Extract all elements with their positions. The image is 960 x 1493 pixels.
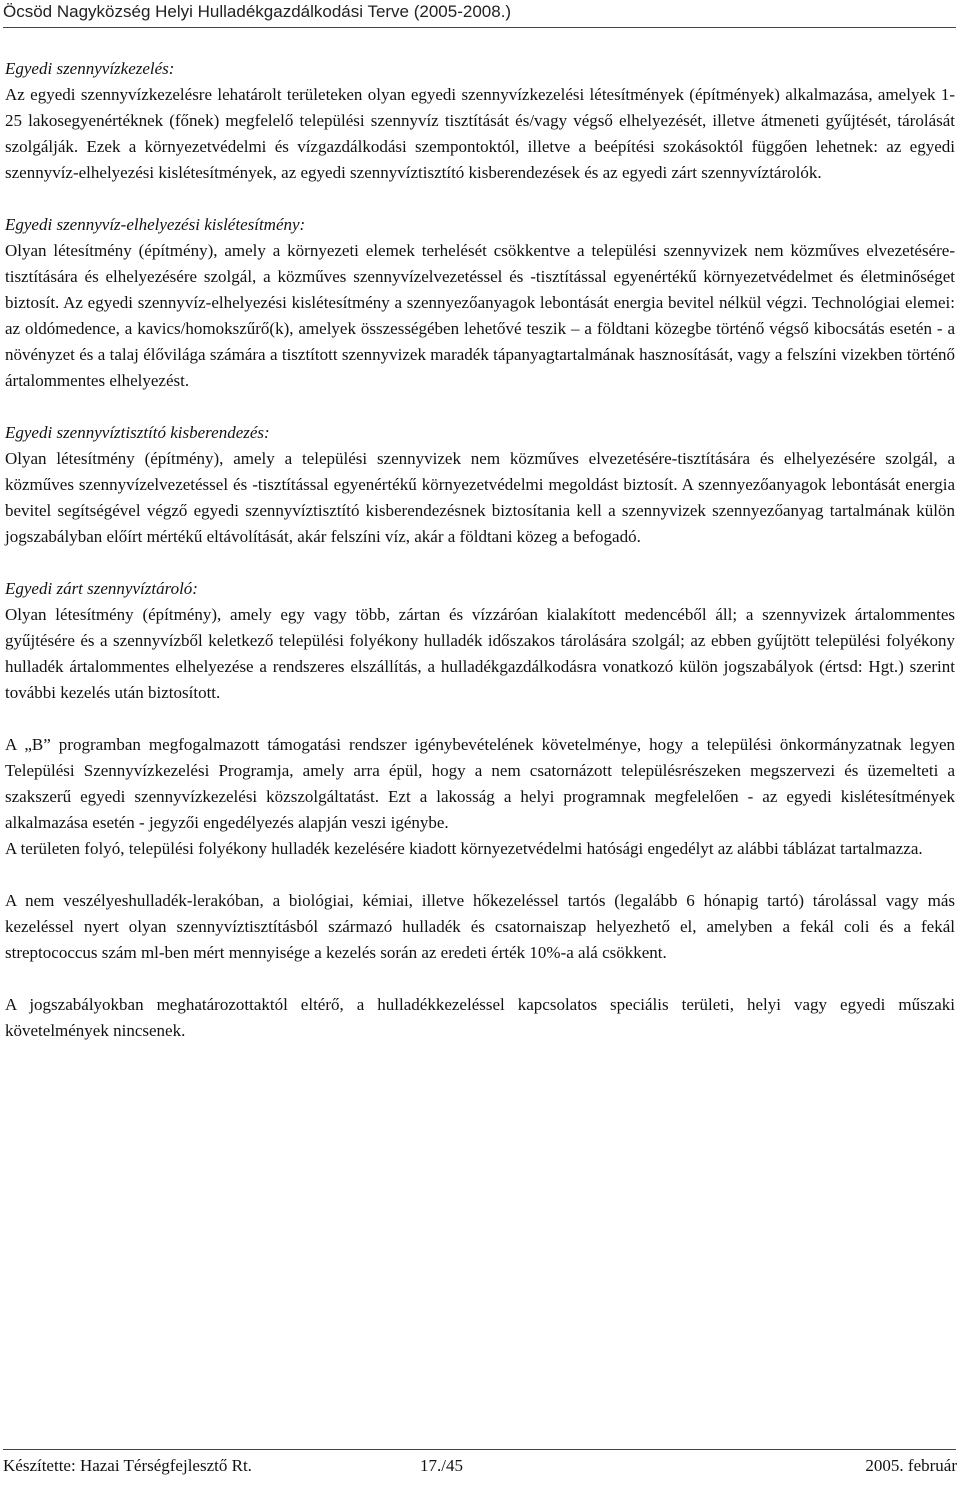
section-heading-zart-tarolo: Egyedi zárt szennyvíztároló: (5, 579, 198, 598)
header-divider (3, 27, 956, 28)
footer-date: 2005. február (865, 1456, 957, 1475)
paragraph-b-program: A „B” programban megfogalmazott támogatási rendszer igénybevételének követelménye, hogy a települési önkormányzatnak legyen Települési Szennyvízkezelési Programja, amely arra épül, hogy a nem csatornázott településrészeken megszervezi és üzemelteti a szakszerű egyedi szennyvízkezelési közszolgáltatást. Ezt a lakosság a helyi programnak megfelelően - az egyedi kislétesítmények alkalmazása esetén - jegyzői engedélyezés alapján veszi igénybe. (5, 735, 955, 832)
spacer (5, 550, 955, 576)
footer-page-number: 17./45 (420, 1456, 463, 1475)
section-heading-egyedi-szennyvizkezeles: Egyedi szennyvízkezelés: (5, 59, 175, 78)
paragraph-kovetelmenyek: A jogszabályokban meghatározottaktól eltérő, a hulladékkezeléssel kapcsolatos speciális területi, helyi vagy egyedi műszaki követelmények nincsenek. (5, 995, 955, 1040)
footer-author: Készítette: Hazai Térségfejlesztő Rt. (3, 1456, 252, 1475)
section-text-kisberendezes: Olyan létesítmény (építmény), amely a települési szennyvizek nem közműves elvezetésére-tisztítására és elhelyezésére szolgál, a közműves szennyvízelvezetéssel és -tisztítással egyenértékű környezetvédelmi megoldást biztosít. A szennyezőanyagok lebontását energia bevitel segítségével végző egyedi szennyvíztisztító kisberendezésnek biztosítania kell a szennyvizek szennyezőanyag tartalmának külön jogszabályban előírt mértékű eltávolítását, akár felszíni víz, akár a földtani közeg a befogadó. (5, 449, 955, 546)
spacer (5, 706, 955, 732)
section-text-zart-tarolo: Olyan létesítmény (építmény), amely egy vagy több, zártan és vízzáróan kialakított medencéből áll; a szennyvizek ártalommentes gyűjtésére és a szennyvízből keletkező települési folyékony hulladék időszakos tárolására szolgál; az ebben gyűjtött települési folyékony hulladék ártalommentes elhelyezése a rendszeres elszállítás, a hulladékgazdálkodásra vonatkozó külön jogszabályok (értsd: Hgt.) szerint további kezelés után biztosított. (5, 605, 955, 702)
page-header: Öcsöd Nagyközség Helyi Hulladékgazdálkodási Terve (2005-2008.) (3, 2, 512, 21)
spacer (5, 186, 955, 212)
section-text-egyedi-szennyvizkezeles: Az egyedi szennyvízkezelésre lehatárolt területeken olyan egyedi szennyvízkezelési létesítmények (építmények) alkalmazása, amelyek 1-25 lakosegyenértéknek (főnek) megfelelő települési szennyvíz tisztítását és/vagy végső elhelyezését, illetve átmeneti gyűjtését, tárolását szolgálják. Ezek a környezetvédelmi és vízgazdálkodási szempontoktól, illetve a beépítési szokásoktól függően lehetnek: az egyedi szennyvíz-elhelyezési kislétesítmények, az egyedi szennyvíztisztító kisberendezések és az egyedi zárt szennyvíztárolók. (5, 85, 955, 182)
spacer (5, 862, 955, 888)
paragraph-engedely: A területen folyó, települési folyékony hulladék kezelésére kiadott környezetvédelmi hatósági engedélyt az alábbi táblázat tartalmazza. (5, 839, 923, 858)
section-heading-kisberendezes: Egyedi szennyvíztisztító kisberendezés: (5, 423, 270, 442)
section-text-kisletesitmeny: Olyan létesítmény (építmény), amely a környezeti elemek terhelését csökkentve a települési szennyvizek nem közműves elvezetésére-tisztítására és elhelyezésére szolgál, a közműves szennyvízelvezetéssel és -tisztítással egyenértékű környezetvédelmet és életminőséget biztosít. Az egyedi szennyvíz-elhelyezési kislétesítmény a szennyezőanyagok lebontását energia bevitel nélkül végzi. Technológiai elemei: az oldómedence, a kavics/homokszűrő(k), amelyek összességében lehetővé teszik – a földtani közegbe történő végső kibocsátás esetén - a növényzet és a talaj élővilága számára a tisztított szennyvizek maradék tápanyagtartalmának hasznosítását, vagy a felszíni vizekben történő ártalommentes elhelyezést. (5, 241, 955, 390)
document-body (5, 56, 955, 1044)
footer-divider (3, 1449, 956, 1450)
section-heading-kisletesitmeny: Egyedi szennyvíz-elhelyezési kislétesítmény: (5, 215, 306, 234)
paragraph-lerako: A nem veszélyeshulladék-lerakóban, a biológiai, kémiai, illetve hőkezeléssel tartós (legalább 6 hónapig tartó) tárolással vagy más kezeléssel nyert olyan szennyvíztisztításból származó hulladék és csatornaiszap helyezhető el, amelyben a fekál coli és a fekál streptococcus szám ml-ben mért mennyisége a kezelés során az eredeti érték 10%-a alá csökkent. (5, 891, 955, 962)
spacer (5, 966, 955, 992)
spacer (5, 394, 955, 420)
